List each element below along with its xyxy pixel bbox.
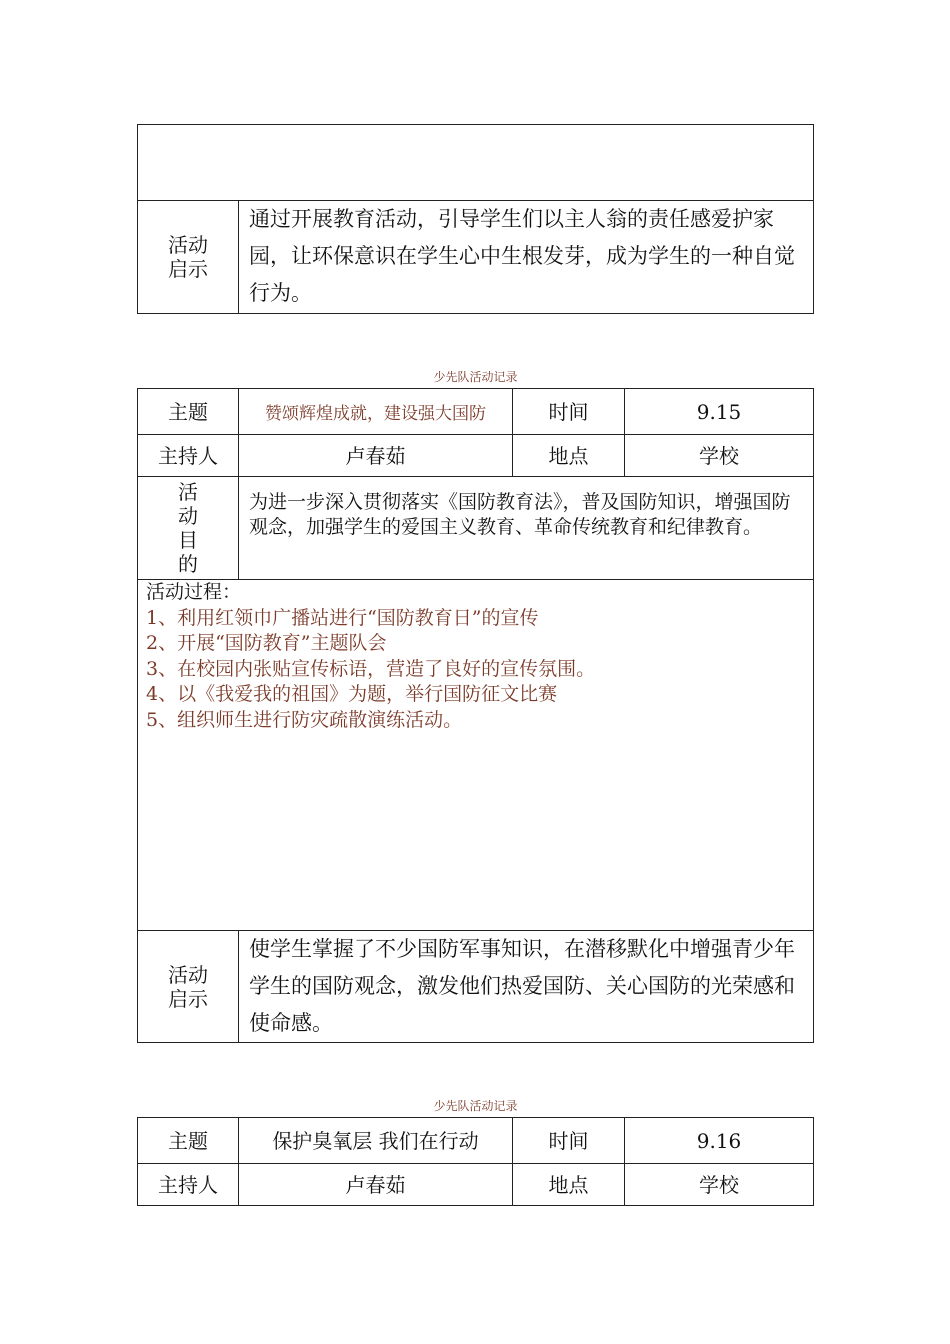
- time-value: 9.15: [624, 388, 814, 435]
- time-value: 9.16: [624, 1117, 814, 1164]
- process-item: 2、开展“国防教育”主题队会: [146, 632, 387, 654]
- process-item: 5、组织师生进行防灾疏散演练活动。: [146, 708, 463, 731]
- inspiration-text: 通过开展教育活动，引导学生们以主人翁的责任感爱护家园，让环保意识在学生心中生根发芽，成为学生的一种自觉行为。: [238, 200, 814, 314]
- empty-row: [137, 124, 814, 201]
- process-item: 4、以《我爱我的祖国》为题，举行国防征文比赛: [146, 683, 558, 705]
- process-item: 3、在校园内张贴宣传标语，营造了良好的宣传氛围。: [146, 657, 596, 680]
- time-label: 时间: [512, 388, 625, 435]
- time-label: 时间: [512, 1117, 625, 1164]
- theme-value: 保护臭氧层 我们在行动: [238, 1117, 513, 1164]
- host-label: 主持人: [137, 1163, 239, 1206]
- theme-label: 主题: [137, 1117, 239, 1164]
- process-label: 活动过程：: [146, 581, 242, 603]
- record-caption: 少先队活动记录: [433, 370, 518, 384]
- inspiration-text: 使学生掌握了不少国防军事知识，在潜移默化中增强青少年学生的国防观念，激发他们热爱国防、关心国防的光荣感和使命感。: [238, 930, 814, 1043]
- inspiration-label: 活动启示: [137, 930, 239, 1043]
- theme-value: 赞颂辉煌成就，建设强大国防: [238, 388, 513, 435]
- place-value: 学校: [624, 434, 814, 477]
- host-label: 主持人: [137, 434, 239, 477]
- record-caption: 少先队活动记录: [433, 1099, 518, 1113]
- place-value: 学校: [624, 1163, 814, 1206]
- purpose-label: 活 动 目 的: [137, 476, 239, 580]
- purpose-text: 为进一步深入贯彻落实《国防教育法》，普及国防知识，增强国防观念，加强学生的爱国主义教育、革命传统教育和纪律教育。: [238, 476, 814, 580]
- place-label: 地点: [512, 434, 625, 477]
- host-value: 卢春茹: [238, 434, 513, 477]
- host-value: 卢春茹: [238, 1163, 513, 1206]
- process-item: 1、利用红领巾广播站进行“国防教育日”的宣传: [146, 606, 539, 629]
- place-label: 地点: [512, 1163, 625, 1206]
- inspiration-label: 活动启示: [137, 200, 239, 314]
- theme-label: 主题: [137, 388, 239, 435]
- process-cell: [137, 579, 814, 931]
